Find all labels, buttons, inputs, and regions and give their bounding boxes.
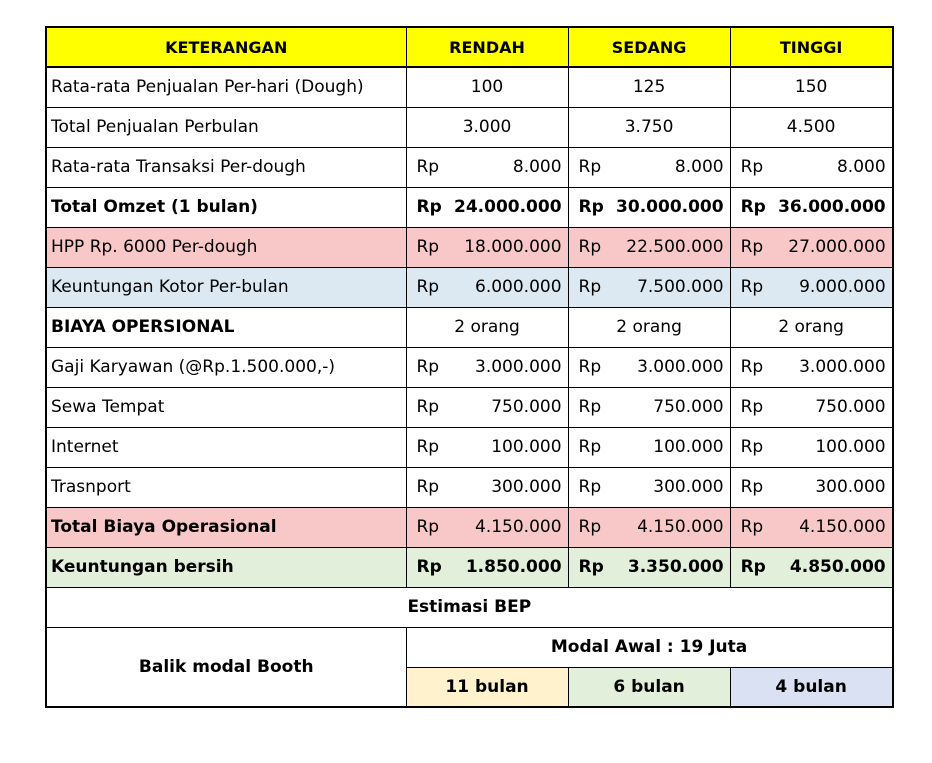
cell-rendah: 4.150.000 — [450, 507, 568, 547]
row-transaksi — [46, 147, 893, 187]
cell-rendah: 3.000 — [406, 107, 568, 147]
cell-rendah: 300.000 — [450, 467, 568, 507]
currency-label: Rp — [406, 227, 450, 267]
row-total-operasional — [46, 507, 893, 547]
currency-label: Rp — [568, 347, 612, 387]
currency-label: Rp — [406, 467, 450, 507]
bep-table — [45, 26, 894, 708]
cell-sedang: 3.350.000 — [612, 547, 730, 587]
row-omzet — [46, 187, 893, 227]
currency-label: Rp — [730, 147, 774, 187]
bep-sedang: 6 bulan — [568, 667, 730, 707]
cell-sedang: 4.150.000 — [612, 507, 730, 547]
cell-rendah: 8.000 — [450, 147, 568, 187]
row-label: HPP Rp. 6000 Per-dough — [46, 227, 406, 267]
currency-label: Rp — [568, 227, 612, 267]
cell-tinggi: 27.000.000 — [774, 227, 893, 267]
cell-sedang: 3.750 — [568, 107, 730, 147]
currency-label: Rp — [730, 547, 774, 587]
currency-label: Rp — [406, 427, 450, 467]
row-biaya-operasional — [46, 307, 893, 347]
cell-sedang: 300.000 — [612, 467, 730, 507]
row-label: Keuntungan bersih — [46, 547, 406, 587]
cell-sedang: 125 — [568, 67, 730, 107]
cell-sedang: 750.000 — [612, 387, 730, 427]
bep-rendah: 11 bulan — [406, 667, 568, 707]
cell-rendah: 6.000.000 — [450, 267, 568, 307]
row-keuntungan-kotor — [46, 267, 893, 307]
modal-awal: Modal Awal : 19 Juta — [406, 627, 893, 667]
row-internet — [46, 427, 893, 467]
cell-rendah: 100.000 — [450, 427, 568, 467]
cell-sedang: 22.500.000 — [612, 227, 730, 267]
row-sewa — [46, 387, 893, 427]
row-label: Rata-rata Penjualan Per-hari (Dough) — [46, 67, 406, 107]
row-penjualan-harian — [46, 67, 893, 107]
bep-tinggi: 4 bulan — [730, 667, 893, 707]
currency-label: Rp — [568, 427, 612, 467]
cell-tinggi: 8.000 — [774, 147, 893, 187]
cell-rendah: 1.850.000 — [450, 547, 568, 587]
currency-label: Rp — [406, 387, 450, 427]
cell-tinggi: 150 — [730, 67, 893, 107]
row-label: Gaji Karyawan (@Rp.1.500.000,-) — [46, 347, 406, 387]
currency-label: Rp — [568, 147, 612, 187]
row-label: Total Penjualan Perbulan — [46, 107, 406, 147]
currency-label: Rp — [406, 347, 450, 387]
row-label: Rata-rata Transaksi Per-dough — [46, 147, 406, 187]
currency-label: Rp — [406, 547, 450, 587]
currency-label: Rp — [568, 187, 612, 227]
row-gaji — [46, 347, 893, 387]
currency-label: Rp — [406, 147, 450, 187]
currency-label: Rp — [730, 467, 774, 507]
row-penjualan-bulanan — [46, 107, 893, 147]
cell-tinggi: 2 orang — [730, 307, 893, 347]
row-label: Sewa Tempat — [46, 387, 406, 427]
header-keterangan: KETERANGAN — [46, 27, 406, 67]
cell-sedang: 30.000.000 — [612, 187, 730, 227]
currency-label: Rp — [730, 267, 774, 307]
row-label: Total Omzet (1 bulan) — [46, 187, 406, 227]
row-hpp — [46, 227, 893, 267]
header-sedang: SEDANG — [568, 27, 730, 67]
cell-tinggi: 4.150.000 — [774, 507, 893, 547]
cell-tinggi: 100.000 — [774, 427, 893, 467]
cell-sedang: 8.000 — [612, 147, 730, 187]
cell-sedang: 2 orang — [568, 307, 730, 347]
cell-rendah: 750.000 — [450, 387, 568, 427]
currency-label: Rp — [406, 187, 450, 227]
row-label: Keuntungan Kotor Per-bulan — [46, 267, 406, 307]
row-keuntungan-bersih — [46, 547, 893, 587]
currency-label: Rp — [730, 347, 774, 387]
cell-rendah: 18.000.000 — [450, 227, 568, 267]
cell-rendah: 100 — [406, 67, 568, 107]
currency-label: Rp — [568, 547, 612, 587]
currency-label: Rp — [730, 227, 774, 267]
bep-title: Estimasi BEP — [46, 587, 893, 627]
cell-rendah: 24.000.000 — [450, 187, 568, 227]
currency-label: Rp — [568, 507, 612, 547]
balik-modal-label: Balik modal Booth — [46, 627, 406, 707]
row-label: Internet — [46, 427, 406, 467]
currency-label: Rp — [730, 187, 774, 227]
currency-label: Rp — [406, 267, 450, 307]
row-label: Trasnport — [46, 467, 406, 507]
cell-tinggi: 4.500 — [730, 107, 893, 147]
cell-tinggi: 3.000.000 — [774, 347, 893, 387]
cell-tinggi: 750.000 — [774, 387, 893, 427]
row-label: Total Biaya Operasional — [46, 507, 406, 547]
cell-rendah: 2 orang — [406, 307, 568, 347]
currency-label: Rp — [568, 387, 612, 427]
header-rendah: RENDAH — [406, 27, 568, 67]
currency-label: Rp — [568, 467, 612, 507]
currency-label: Rp — [568, 267, 612, 307]
header-row — [46, 27, 893, 67]
cell-tinggi: 300.000 — [774, 467, 893, 507]
cell-tinggi: 4.850.000 — [774, 547, 893, 587]
cell-rendah: 3.000.000 — [450, 347, 568, 387]
row-label: BIAYA OPERSIONAL — [46, 307, 406, 347]
cell-sedang: 7.500.000 — [612, 267, 730, 307]
cell-tinggi: 36.000.000 — [774, 187, 893, 227]
row-transport — [46, 467, 893, 507]
currency-label: Rp — [730, 387, 774, 427]
header-tinggi: TINGGI — [730, 27, 893, 67]
cell-sedang: 100.000 — [612, 427, 730, 467]
currency-label: Rp — [406, 507, 450, 547]
row-modal-awal — [46, 627, 893, 667]
row-bep-title — [46, 587, 893, 627]
cell-sedang: 3.000.000 — [612, 347, 730, 387]
cell-tinggi: 9.000.000 — [774, 267, 893, 307]
currency-label: Rp — [730, 427, 774, 467]
currency-label: Rp — [730, 507, 774, 547]
